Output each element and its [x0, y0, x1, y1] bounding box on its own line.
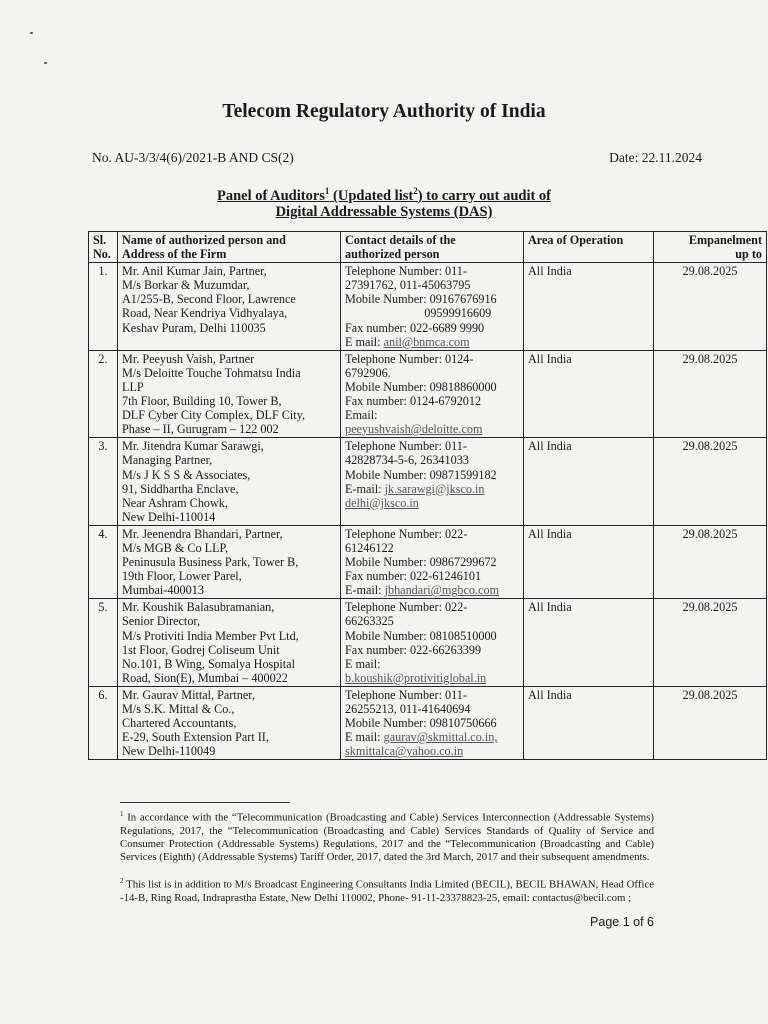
header-area	[524, 232, 654, 263]
serial-number: 2.	[89, 350, 118, 438]
cell-line: Fax number: 022-6689 9990	[345, 320, 485, 335]
cell-line: 61246122	[345, 540, 394, 555]
cell-line: Mobile Number: 08108510000	[345, 628, 497, 643]
cell-line: 42828734-5-6, 26341033	[345, 453, 469, 468]
cell-line: Mr. Gaurav Mittal, Partner,	[122, 687, 255, 702]
email-link[interactable]: jbhandari@mgbco.com	[384, 583, 500, 598]
serial-number: 4.	[89, 525, 118, 598]
cell-line: Mobile Number: 09167676916	[345, 292, 497, 307]
cell-line: M/s S.K. Mittal & Co.,	[122, 702, 235, 716]
email-line[interactable]: skmittalca@yahoo.co.in	[345, 744, 464, 759]
email-line[interactable]: peeyushvaish@deloitte.com	[345, 422, 483, 437]
serial-number: 3.	[89, 438, 118, 526]
cell-line: 19th Floor, Lower Parel,	[122, 569, 242, 584]
footnote-mark: 1	[120, 810, 124, 818]
firm-name-address	[118, 686, 341, 759]
cell-line: E mail:	[345, 656, 381, 671]
footnote-ref[interactable]: 2	[413, 186, 418, 196]
email-line[interactable]: b.koushik@protivitiglobal.in	[345, 670, 487, 685]
footnote-ref[interactable]: 1	[324, 186, 330, 196]
header-contact	[341, 232, 524, 263]
table-row	[89, 686, 767, 759]
serial-number: 6.	[89, 686, 118, 759]
cell-line: Fax number: 022-66263399	[345, 642, 482, 657]
subtitle-part: (Updated list	[329, 187, 414, 204]
cell-line: No.101, B Wing, Somalya Hospital	[122, 656, 295, 671]
contact-details	[341, 525, 524, 598]
cell-line: M/s Protiviti India Member Pvt Ltd,	[122, 628, 299, 643]
header-line: Empanelment	[688, 233, 762, 247]
cell-line: Mobile Number: 09810750666	[345, 716, 497, 731]
cell-line: Telephone Number: 011-	[345, 687, 467, 702]
cell-line: Peninusula Business Park, Tower B,	[122, 555, 299, 570]
document-date: Date: 22.11.2024	[609, 150, 702, 165]
cell-line: Chartered Accountants,	[122, 716, 237, 731]
contact-details	[341, 263, 524, 351]
cell-line: 6792906.	[345, 365, 391, 380]
cell-line: A1/255-B, Second Floor, Lawrence	[122, 292, 296, 307]
empanelment-date: 29.08.2025	[654, 686, 767, 759]
subtitle-part: ) to carry out audit of	[417, 187, 552, 204]
header-line: up to	[735, 247, 762, 262]
cell-line: Telephone Number: 022-	[345, 526, 468, 541]
reference-number: No. AU-3/3/4(6)/2021-B AND CS(2)	[92, 150, 294, 165]
email-line[interactable]: E mail: gaurav@skmittal.co.in,	[345, 730, 498, 745]
cell-line: 27391762, 011-45063795	[345, 278, 471, 293]
area-of-operation: All India	[524, 599, 654, 687]
header-line: Contact details of the	[345, 233, 456, 247]
area-of-operation: All India	[524, 350, 654, 438]
email-link[interactable]: jk.sarawgi@jksco.in	[384, 481, 485, 496]
footnote-1	[120, 808, 654, 864]
cell-line: M/s J K S S & Associates,	[122, 467, 251, 482]
cell-line: 91, Siddhartha Enclave,	[122, 481, 239, 496]
empanelment-date: 29.08.2025	[654, 438, 767, 526]
area-of-operation: All India	[524, 525, 654, 598]
contact-details	[341, 686, 524, 759]
cell-line: Senior Director,	[122, 614, 201, 629]
cell-line: E-29, South Extension Part II,	[122, 730, 269, 745]
area-of-operation: All India	[524, 686, 654, 759]
cell-line: DLF Cyber City Complex, DLF City,	[122, 408, 306, 423]
email-line[interactable]: delhi@jksco.in	[345, 495, 419, 510]
email-line[interactable]: E-mail: jbhandari@mgbco.com	[345, 583, 500, 598]
cell-line: New Delhi-110014	[122, 509, 216, 524]
cell-line: Telephone Number: 011-	[345, 264, 467, 279]
table-row	[89, 350, 767, 438]
cell-line: New Delhi-110049	[122, 744, 216, 759]
firm-name-address	[118, 525, 341, 598]
empanelment-date: 29.08.2025	[654, 350, 767, 438]
auditors-table	[88, 231, 767, 760]
cell-line: Telephone Number: 022-	[345, 600, 468, 615]
cell-line: Managing Partner,	[122, 453, 213, 468]
cell-line: Road, Near Kendriya Vidhyalaya,	[122, 306, 288, 321]
cell-line: Mumbai-400013	[122, 583, 204, 598]
header-empanelment	[654, 232, 767, 263]
area-of-operation: All India	[524, 438, 654, 526]
email-link[interactable]: gaurav@skmittal.co.in,	[383, 730, 498, 745]
subtitle-line2: Digital Addressable Systems (DAS)	[275, 203, 493, 220]
table-row	[89, 438, 767, 526]
table-header-row	[89, 232, 767, 263]
cell-line: Mr. Jeenendra Bhandari, Partner,	[122, 526, 283, 541]
firm-name-address	[118, 599, 341, 687]
header-line: Sl.	[93, 233, 107, 247]
cell-line: 1st Floor, Godrej Coliseum Unit	[122, 642, 280, 657]
firm-name-address	[118, 263, 341, 351]
footnote-divider	[120, 802, 290, 803]
firm-name-address	[118, 350, 341, 438]
serial-number: 1.	[89, 263, 118, 351]
email-line[interactable]: E mail: anil@bnmca.com	[345, 334, 470, 349]
empanelment-date: 29.08.2025	[654, 525, 767, 598]
header-line: authorized person	[345, 247, 440, 262]
header-line: Area of Operation	[528, 233, 624, 247]
cell-line: Mr. Jitendra Kumar Sarawgi,	[122, 439, 264, 454]
header-name-address	[118, 232, 341, 263]
cell-line: Telephone Number: 0124-	[345, 351, 474, 366]
table-row	[89, 525, 767, 598]
cell-line: M/s MGB & Co LLP,	[122, 540, 228, 555]
cell-line: Fax number: 0124-6792012	[345, 394, 482, 409]
serial-number: 5.	[89, 599, 118, 687]
header-line: Address of the Firm	[122, 247, 227, 262]
cell-line: 26255213, 011-41640694	[345, 702, 471, 716]
subtitle-part: Panel of Auditors	[216, 187, 325, 204]
document-title: Telecom Regulatory Authority of India	[222, 101, 546, 122]
cell-line: 09599916609	[345, 306, 492, 321]
scan-speck	[44, 62, 47, 64]
cell-line: Mobile Number: 09867299672	[345, 555, 497, 570]
contact-details	[341, 438, 524, 526]
cell-line: Email:	[345, 408, 378, 423]
cell-line: 66263325	[345, 614, 394, 629]
cell-line: Mr. Peeyush Vaish, Partner	[122, 351, 255, 366]
table-row	[89, 263, 767, 351]
cell-line: Keshav Puram, Delhi 110035	[122, 320, 266, 335]
cell-line: Mobile Number: 09818860000	[345, 379, 497, 394]
auditor-rows	[89, 263, 767, 760]
firm-name-address	[118, 438, 341, 526]
cell-line: M/s Borkar & Muzumdar,	[122, 278, 250, 293]
cell-line: M/s Deloitte Touche Tohmatsu India	[122, 365, 301, 380]
cell-line: Mr. Anil Kumar Jain, Partner,	[122, 264, 267, 279]
cell-line: Near Ashram Chowk,	[122, 495, 228, 510]
cell-line: Road, Sion(E), Mumbai – 400022	[122, 670, 288, 685]
empanelment-date: 29.08.2025	[654, 263, 767, 351]
cell-line: Mobile Number: 09871599182	[345, 467, 497, 482]
header-line: Name of authorized person and	[122, 233, 286, 247]
area-of-operation: All India	[524, 263, 654, 351]
contact-details	[341, 350, 524, 438]
contact-details	[341, 599, 524, 687]
email-line[interactable]: E-mail: jk.sarawgi@jksco.in	[345, 481, 485, 496]
page-number: Page 1 of 6	[590, 915, 654, 929]
footnote-2	[120, 875, 654, 905]
cell-line: LLP	[122, 379, 144, 394]
empanelment-date: 29.08.2025	[654, 599, 767, 687]
cell-line: Telephone Number: 011-	[345, 439, 467, 454]
header-line: No.	[93, 247, 111, 262]
footnote-mark: 2	[120, 877, 124, 885]
cell-line: Mr. Koushik Balasubramanian,	[122, 600, 275, 615]
footnote-text: In accordance with the “Telecommunication (Broadcasting and Cable) Services Interconnection (Addressable Systems) Regulations, 2017, the “Telecommunication (Broadcasting and Cable) Services Standards of Quality of Service and Consumer Protection (Addressable Systems) Regulations, 2017 and the “Telecommunication (Broadcasting and Cable) Services (Eighth) (Addressable Systems) Tariff Order, 2017, dated the 3rd March, 2017 and their subsequent amendments.	[120, 811, 654, 863]
list-subtitle	[0, 183, 768, 220]
email-link[interactable]: anil@bnmca.com	[383, 334, 470, 349]
header-sl-no	[89, 232, 118, 263]
footnote-text: This list is in addition to M/s Broadcast Engineering Consultants India Limited (BECIL), BECIL BHAWAN, Head Office -14-B, Ring Road, Indraprastha Estate, New Delhi 110002, Phone- 91-11-23378823-25, email: contactus@becil.com ;	[120, 878, 654, 904]
cell-line: Phase – II, Gurugram – 122 002	[122, 422, 279, 437]
cell-line: 7th Floor, Building 10, Tower B,	[122, 394, 282, 409]
scan-speck	[30, 32, 33, 34]
table-row	[89, 599, 767, 687]
cell-line: Fax number: 022-61246101	[345, 569, 482, 584]
